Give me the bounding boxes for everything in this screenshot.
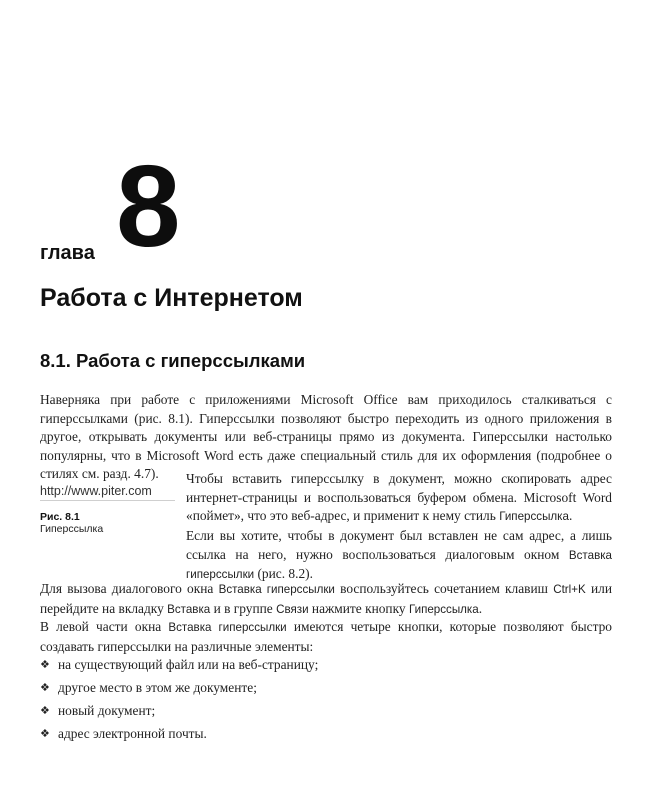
insert-dialog-paragraph (186, 527, 612, 585)
paragraph-text: . (568, 508, 573, 523)
list-item (40, 725, 318, 748)
paragraph-text: Чтобы вставить гиперссылку в документ, можно скопировать адрес интернет-страницы и воспользоваться буфером обмена. Microsoft Word «поймет», что это веб-адрес, и применит к нему стиль (186, 471, 612, 523)
bullet-icon: ❖ (40, 658, 50, 671)
paragraph-text: имеются четыре кнопки, которые позволяют быстро создавать гиперссылки на различные элементы: (40, 619, 612, 654)
list-item-text: на существующий файл или на веб-страницу; (58, 657, 319, 672)
paste-hyperlink-paragraph (186, 470, 612, 527)
chapter-number: 8 (116, 141, 181, 271)
section-title: 8.1. Работа с гиперссылками (40, 350, 306, 371)
paragraph-text: . (478, 600, 483, 616)
list-item-text: адрес электронной почты. (58, 726, 207, 741)
bullet-icon: ❖ (40, 704, 50, 717)
list-item (40, 656, 318, 679)
paragraph-text: В левой части окна (40, 619, 169, 634)
link-target-list (40, 656, 318, 748)
paragraph-text: или перейдите на вкладку (40, 581, 612, 616)
dialog-name: Вставка гиперссылки (218, 583, 335, 596)
list-item (40, 702, 318, 725)
keyboard-shortcut: Ctrl+K (553, 583, 586, 596)
button-name: Гиперссылка (408, 602, 479, 616)
dialog-name: Вставка гиперссылки (168, 621, 287, 634)
paragraph-text: Для вызова диалогового окна (40, 581, 219, 596)
tab-name: Вставка (167, 602, 211, 616)
paragraph-text: нажмите кнопку (308, 600, 409, 616)
buttons-intro-paragraph (40, 618, 612, 656)
figure-label: Рис. 8.1 (40, 511, 80, 523)
chapter-title: Работа с Интернетом (40, 284, 303, 312)
style-name: Гиперссылка (499, 510, 569, 523)
figure-8-1 (40, 484, 175, 535)
group-name: Связи (276, 602, 309, 616)
bullet-icon: ❖ (40, 681, 50, 694)
intro-paragraph: Наверняка при работе с приложениями Microsoft Office вам приходилось сталкиваться с гиперссылками (рис. 8.1). Гиперссылки позволяют быстро переходить из одного приложения в другое, открывать документы или веб-страницы прямо из документа. Гиперссылки настолько популярны, что в Microsoft Word есть даже специальный стиль для их оформления (подробнее о стилях см. разд. 4.7). (40, 392, 612, 481)
list-item (40, 679, 318, 702)
chapter-word: глава (40, 242, 95, 264)
figure-caption: Гиперссылка (40, 523, 104, 535)
list-item-text: другое место в этом же документе; (58, 680, 257, 695)
list-item-text: новый документ; (58, 703, 156, 718)
shortcut-paragraph (40, 580, 612, 619)
paragraph-text: и в группе (210, 600, 277, 616)
paragraph-text: Если вы хотите, чтобы в документ был вставлен не сам адрес, а лишь ссылка на него, нужно воспользоваться диалоговым окном (186, 528, 612, 562)
hyperlink-example[interactable]: http://www.piter.com (40, 484, 175, 501)
dialog-name: Вставка гиперссылки (186, 548, 612, 581)
paragraph-text: воспользуйтесь сочетанием клавиш (334, 581, 554, 596)
paragraph-text: (рис. 8.2). (254, 566, 313, 581)
bullet-icon: ❖ (40, 727, 50, 740)
